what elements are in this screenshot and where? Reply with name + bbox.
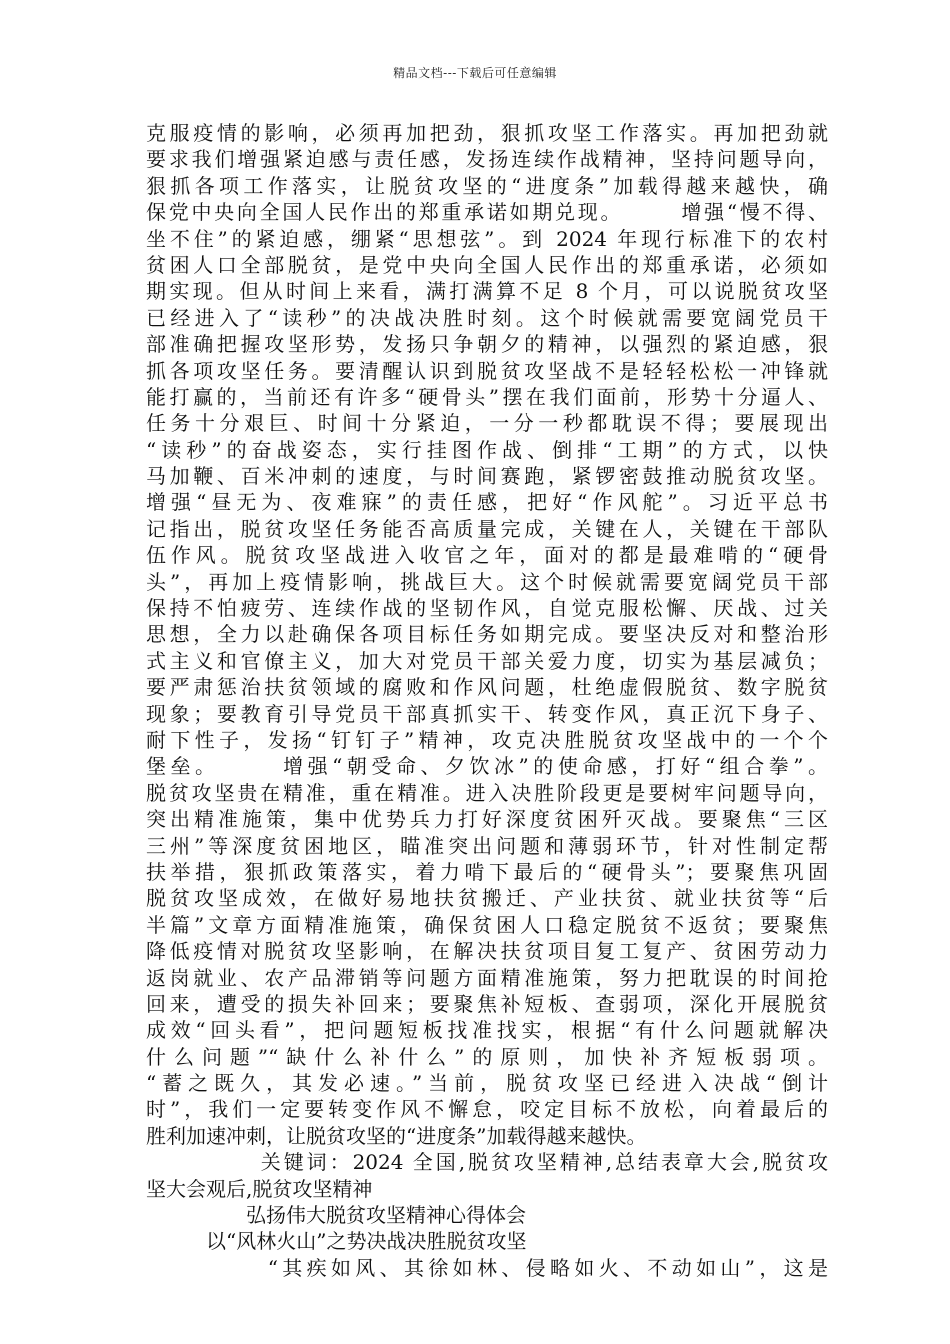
body-line: 什么问题”“缺什么补什么”的原则，加快补齐短板弱项。 xyxy=(146,1044,828,1069)
body-line: 要严肃惩治扶贫领域的腐败和作风问题，杜绝虚假脱贫、数字脱贫 xyxy=(146,675,828,700)
body-line: 部准确把握攻坚形势，发扬只争朝夕的精神，以强烈的紧迫感，狠 xyxy=(146,332,828,357)
body-line: 三州”等深度贫困地区，瞄准突出问题和薄弱环节，针对性制定帮 xyxy=(146,833,828,858)
body-line: 突出精准施策，集中优势兵力打好深度贫困歼灭战。要聚焦“三区 xyxy=(146,807,828,832)
body-line: 堡垒。 增强“朝受命、夕饮冰”的使命感，打好“组合拳”。 xyxy=(146,754,828,779)
body-line: 降低疫情对脱贫攻坚影响，在解决扶贫项目复工复产、贫困劳动力 xyxy=(146,939,828,964)
body-line: 要求我们增强紧迫感与责任感，发扬连续作战精神，坚持问题导向， xyxy=(146,147,828,172)
body-line: 伍作风。脱贫攻坚战进入收官之年，面对的都是最难啃的“硬骨 xyxy=(146,543,828,568)
body-line: 返岗就业、农产品滞销等问题方面精准施策，努力把耽误的时间抢 xyxy=(146,965,828,990)
section-subtitle: 以“风林火山”之势决战决胜脱贫攻坚 xyxy=(146,1229,527,1254)
body-line: 记指出，脱贫攻坚任务能否高质量完成，关键在人，关键在干部队 xyxy=(146,516,828,541)
body-line: 保持不怕疲劳、连续作战的坚韧作风，自觉克服松懈、厌战、过关 xyxy=(146,596,828,621)
section-title: 弘扬伟大脱贫攻坚精神心得体会 xyxy=(146,1203,526,1228)
body-line: 回来，遭受的损失补回来；要聚焦补短板、查弱项，深化开展脱贫 xyxy=(146,991,828,1016)
body-line: 成效“回头看”，把问题短板找准找实，根据“有什么问题就解决 xyxy=(146,1018,828,1043)
body-line: 任务十分艰巨、时间十分紧迫，一分一秒都耽误不得；要展现出 xyxy=(146,411,828,436)
body-line: 头”，再加上疫情影响，挑战巨大。这个时候就需要宽阔党员干部 xyxy=(146,569,828,594)
body-line: 狠抓各项工作落实，让脱贫攻坚的“进度条”加载得越来越快，确 xyxy=(146,173,828,198)
body-line: 胜利加速冲刺，让脱贫攻坚的“进度条”加载得越来越快。 xyxy=(146,1123,647,1148)
body-line: 贫困人口全部脱贫，是党中央向全国人民作出的郑重承诺，必须如 xyxy=(146,252,828,277)
keywords-line: 坚大会观后,脱贫攻坚精神 xyxy=(146,1176,373,1201)
body-line: 期实现。但从时间上来看，满打满算不足 8 个月，可以说脱贫攻坚 xyxy=(146,279,828,304)
body-line: 抓各项攻坚任务。要清醒认识到脱贫攻坚战不是轻轻松松一冲锋就 xyxy=(146,358,828,383)
body-line: 能打赢的，当前还有许多“硬骨头”摆在我们面前，形势十分逼人、 xyxy=(146,384,828,409)
body-line: 扶举措，狠抓政策落实，着力啃下最后的“硬骨头”；要聚焦巩固 xyxy=(146,859,828,884)
body-line: 半篇”文章方面精准施策，确保贫困人口稳定脱贫不返贫；要聚焦 xyxy=(146,912,828,937)
body-line: 时”，我们一定要转变作风不懈怠，咬定目标不放松，向着最后的 xyxy=(146,1097,828,1122)
body-line: 马加鞭、百米冲刺的速度，与时间赛跑，紧锣密鼓推动脱贫攻坚。 xyxy=(146,464,828,489)
body-line: 已经进入了“读秒”的决战决胜时刻。这个时候就需要宽阔党员干 xyxy=(146,305,828,330)
body-line: 现象；要教育引导党员干部真抓实干、转变作风，真正沉下身子、 xyxy=(146,701,828,726)
body-line: 脱贫攻坚贵在精准，重在精准。进入决胜阶段更是要树牢问题导向， xyxy=(146,780,828,805)
body-line: 思想，全力以赴确保各项目标任务如期完成。要坚决反对和整治形 xyxy=(146,622,828,647)
body-line: 增强“昼无为、夜难寐”的责任感，把好“作风舵”。习近平总书 xyxy=(146,490,828,515)
page-header: 精品文档---下载后可任意编辑 xyxy=(393,66,557,80)
body-line: 坐不住”的紧迫感，绷紧“思想弦”。到 2024 年现行标准下的农村 xyxy=(146,226,828,251)
body-line: 脱贫攻坚成效，在做好易地扶贫搬迁、产业扶贫、就业扶贫等“后 xyxy=(146,886,828,911)
body-line: 保党中央向全国人民作出的郑重承诺如期兑现。 增强“慢不得、 xyxy=(146,200,828,225)
body-line: “读秒”的奋战姿态，实行挂图作战、倒排“工期”的方式，以快 xyxy=(146,437,828,462)
body-line: “其疾如风、其徐如林、侵略如火、不动如山”，这是 xyxy=(146,1255,828,1280)
document-body xyxy=(146,120,828,1281)
body-line: 克服疫情的影响，必须再加把劲，狠抓攻坚工作落实。再加把劲就 xyxy=(146,121,828,145)
body-line: 耐下性子，发扬“钉钉子”精神，攻克决胜脱贫攻坚战中的一个个 xyxy=(146,727,828,752)
keywords-line: 关键词：2024 全国,脱贫攻坚精神,总结表章大会,脱贫攻 xyxy=(146,1150,828,1175)
body-line: “蓄之既久，其发必速。”当前，脱贫攻坚已经进入决战“倒计 xyxy=(146,1071,828,1096)
body-line: 式主义和官僚主义，加大对党员干部关爱力度，切实为基层减负； xyxy=(146,648,828,673)
